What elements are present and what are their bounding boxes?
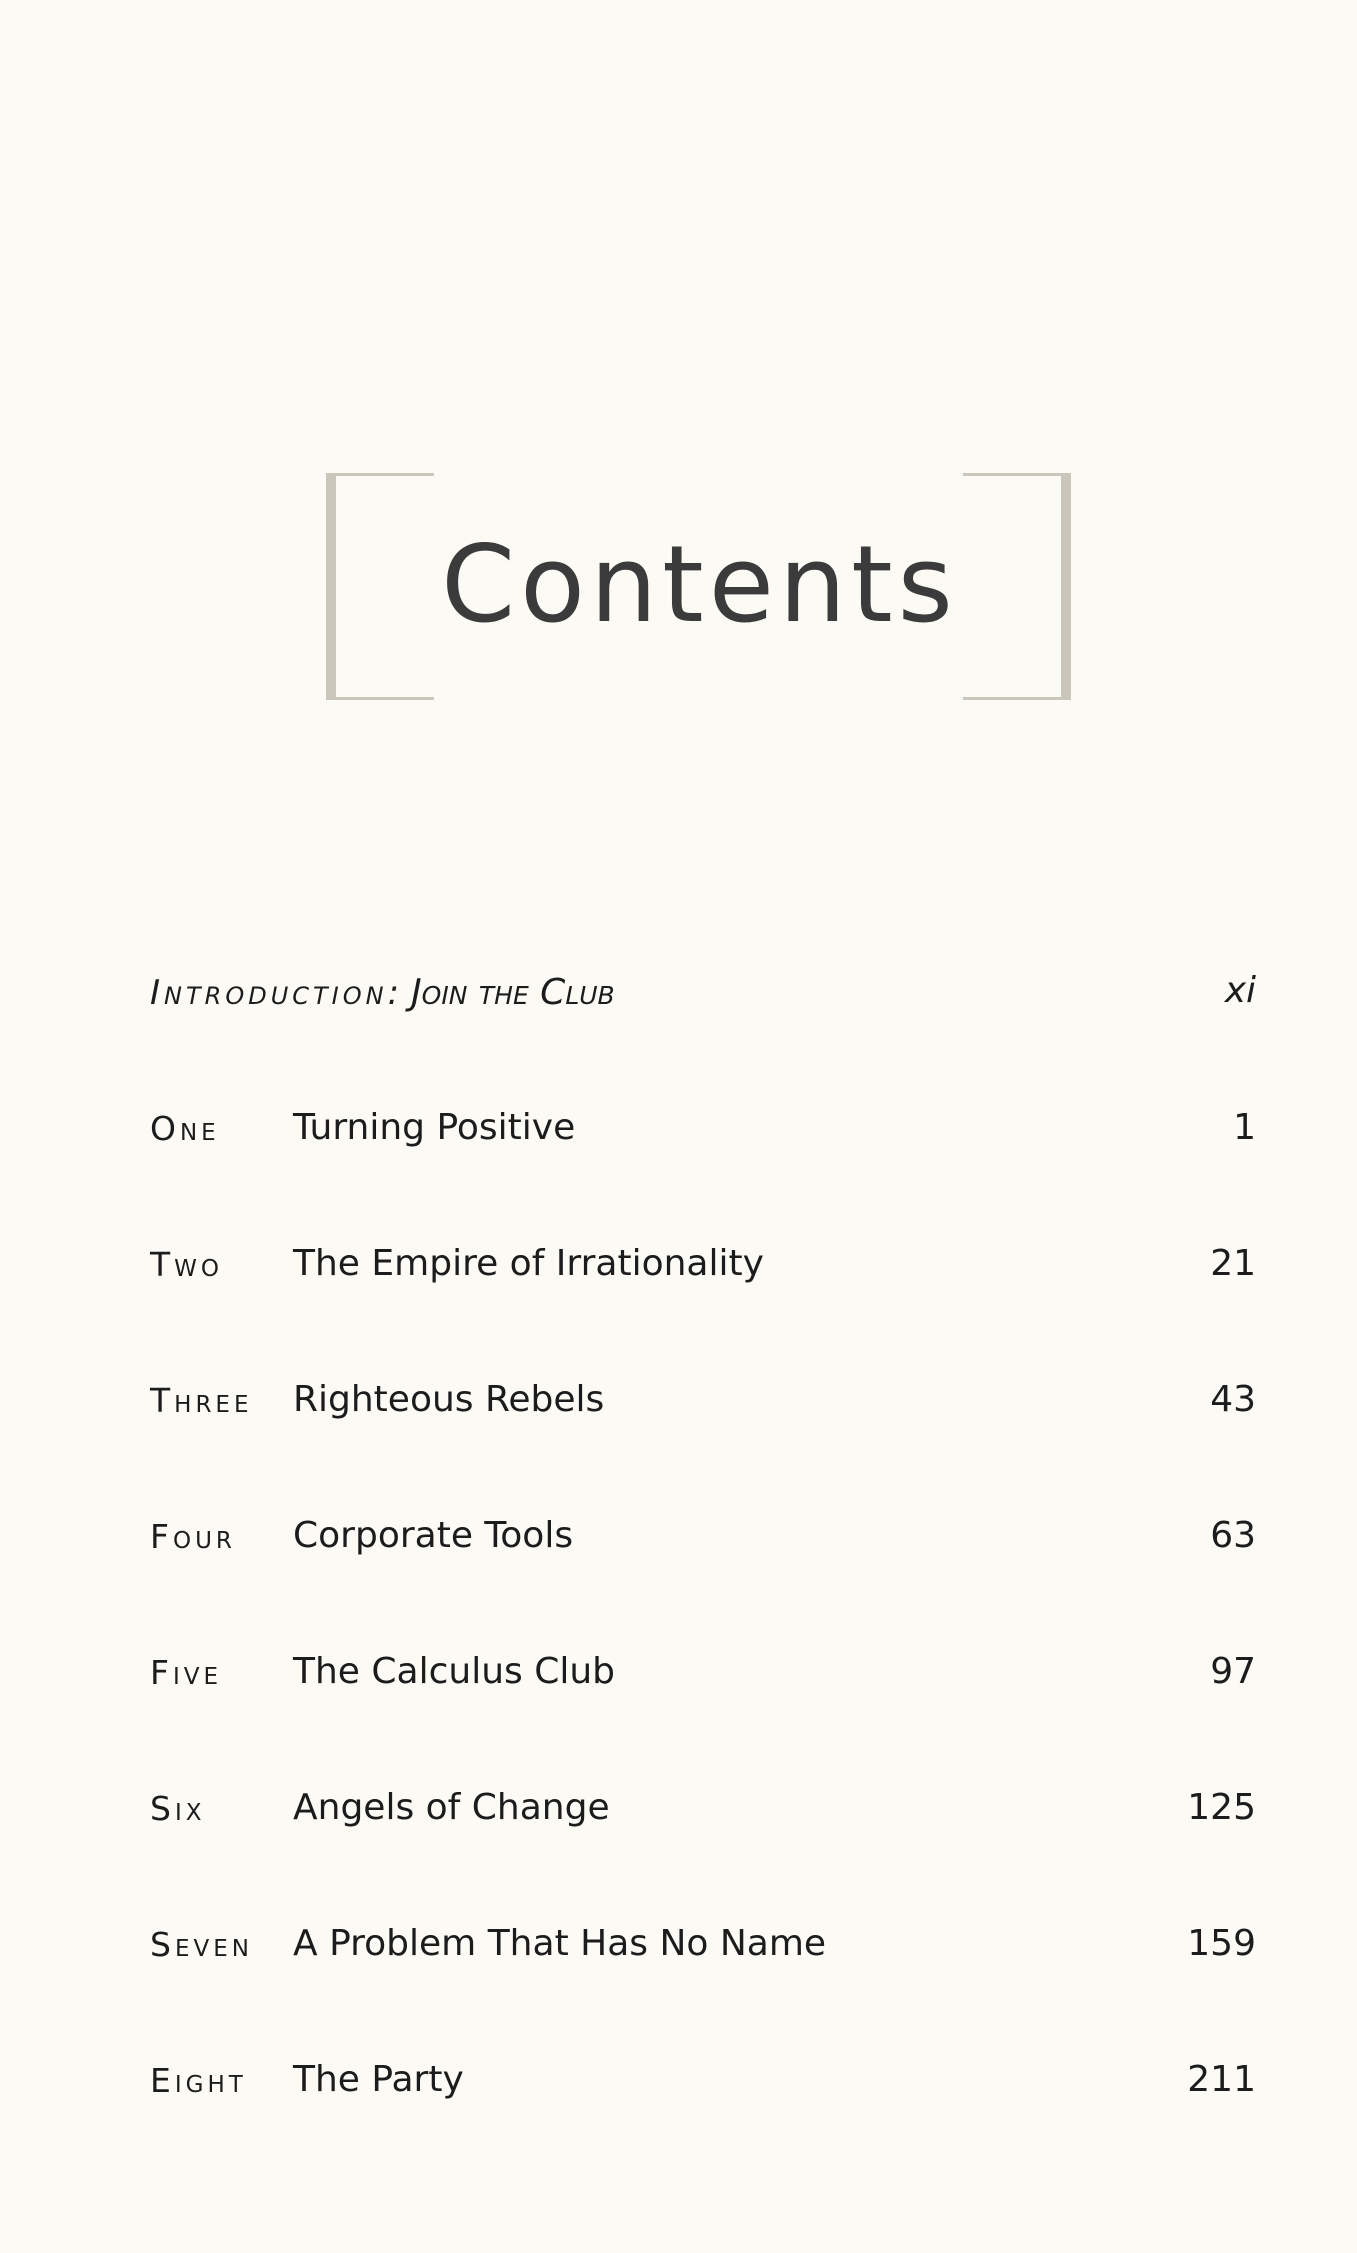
toc-entry-chapter-6[interactable] (150, 1779, 1256, 1839)
chapter-page-number: 97 (1210, 1651, 1256, 1692)
toc-entry-chapter-2[interactable] (150, 1235, 1256, 1295)
page-title: Contents (441, 523, 958, 646)
chapter-title: Angels of Change (293, 1787, 610, 1828)
toc-entry-introduction[interactable] (150, 962, 1256, 1022)
chapter-page-number: 211 (1187, 2059, 1256, 2100)
chapter-number: One (150, 1109, 220, 1148)
chapter-title: The Calculus Club (293, 1651, 616, 1692)
chapter-page-number: 159 (1187, 1923, 1256, 1964)
toc-entry-chapter-1[interactable] (150, 1099, 1256, 1159)
toc-entry-chapter-5[interactable] (150, 1643, 1256, 1703)
introduction-title: Join the Club (411, 972, 615, 1013)
chapter-page-number: 125 (1187, 1787, 1256, 1828)
chapter-number: Five (150, 1653, 223, 1692)
chapter-page-number: 21 (1210, 1243, 1256, 1284)
toc-entry-chapter-3[interactable] (150, 1371, 1256, 1431)
chapter-number: Six (150, 1789, 206, 1828)
chapter-page-number: 63 (1210, 1515, 1256, 1556)
toc-entry-chapter-8[interactable] (150, 2051, 1256, 2111)
chapter-title: The Party (293, 2059, 464, 2100)
chapter-title: Corporate Tools (293, 1515, 574, 1556)
introduction-label: Introduction: (150, 973, 404, 1013)
toc-entry-chapter-7[interactable] (150, 1915, 1256, 1975)
chapter-number: Seven (150, 1925, 253, 1964)
chapter-title: Turning Positive (293, 1107, 576, 1148)
chapter-title: Righteous Rebels (293, 1379, 605, 1420)
chapter-page-number: 43 (1210, 1379, 1256, 1420)
toc-entry-chapter-4[interactable] (150, 1507, 1256, 1567)
chapter-number: Three (150, 1381, 253, 1420)
chapter-number: Four (150, 1517, 236, 1556)
table-of-contents (150, 0, 1256, 2253)
chapter-number: Two (150, 1245, 224, 1284)
chapter-title: The Empire of Irrationality (293, 1243, 764, 1284)
introduction-label-group (150, 972, 615, 1013)
chapter-title: A Problem That Has No Name (293, 1923, 827, 1964)
chapter-page-number: 1 (1233, 1107, 1256, 1148)
chapter-number: Eight (150, 2061, 247, 2100)
introduction-page-number: xi (1224, 970, 1256, 1011)
